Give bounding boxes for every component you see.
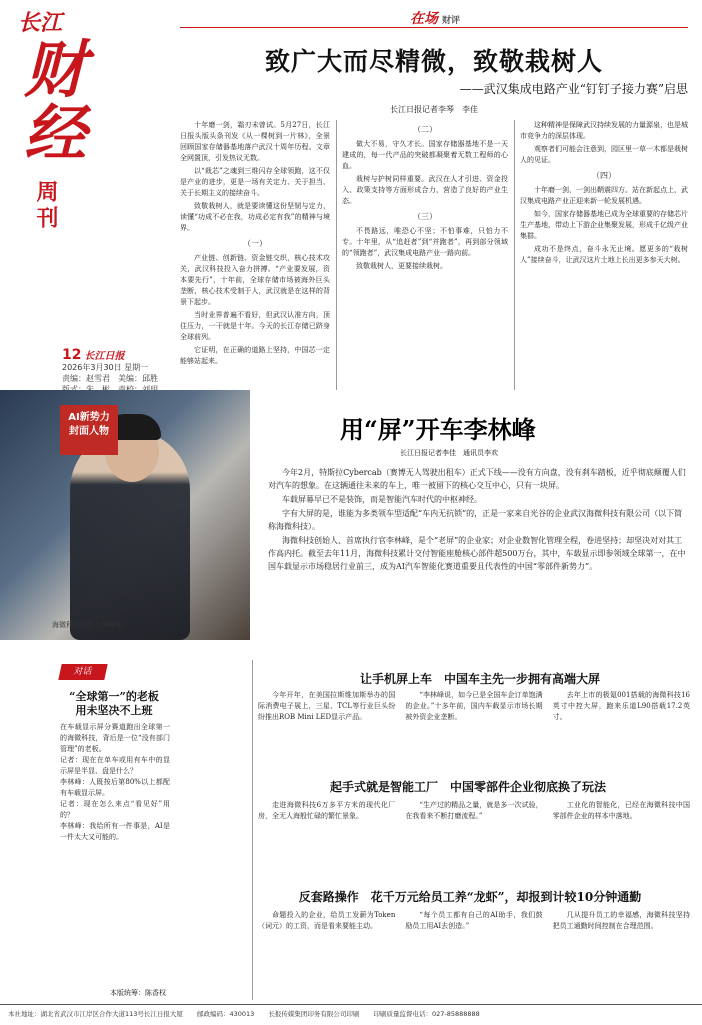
paragraph: 致敬栽树人，更要接续栽树。	[356, 262, 447, 270]
story1-byline: 长江日报记者李琴 李佳	[390, 105, 478, 114]
masthead-small: 长江	[18, 10, 63, 36]
editors-line-1: 责编：赵雪君 美编：邱胜	[62, 374, 158, 383]
paragraph: 如今，国家存储器基地已成为全球重要的存储芯片生产基地，带动上下游企业集聚发展，形成千亿级产业集群。	[520, 210, 688, 240]
photo-caption: 海微科技创始人李林峰。	[52, 621, 129, 629]
page-brand: 长江日报	[84, 351, 125, 362]
masthead-week: 周刊	[33, 180, 58, 232]
section-heading: （四）	[592, 171, 616, 180]
story2-byline: 长江日报记者李佳 通讯员李欢	[400, 449, 498, 457]
story2-sub2-text: 走进海微科技6万多平方米的现代化厂房，全无人海般忙碌的繁忙景象。 “生产过的精品之量，就是多一次试验，在我看来不断打磨流程。” 工业化的智能化，已经在海微科技中国零部件企业的样本中落地。	[258, 801, 690, 820]
column-rule	[514, 120, 515, 390]
footer-address: 本社地址：湖北省武汉市江岸区合作大道113号长江日报大厦	[8, 1010, 183, 1018]
paragraph: 海微科技创始人、首席执行官李林峰，是个“老屏”的企业家；对企业数智化管理全程，卷进坚持；却坚决对对其工作高内托。截至去年11月，海微科技累计交付智能座舱核心部件超500万台，其中，车载显示即参领域全球第一，在中国车载显示市场稳居行业前三，成为AI汽车智能化赛道重要且代表性的中国“零部件新势力”。	[268, 536, 686, 571]
story2-sub1-text: 今年开年，在美国拉斯维加斯举办的国际消费电子展上，三星、TCL等行业巨头纷纷推出ROB Mini LED显示产品。 “李林峰说，如今已是全国车企订单饱满的企业。”十多年前，国内车载显示市场长期被外资企业垄断。 去年上市的极氪001搭载的海微科技16英寸中控大屏，跑来乐道L90搭载17.2英寸。	[258, 691, 690, 721]
story2-title: 用“屏”开车李林峰	[340, 415, 536, 444]
story1-subtitle: ——武汉集成电路产业“钉钉子接力赛”启思	[459, 82, 688, 96]
section-heading: （三）	[413, 212, 437, 221]
paragraph: 车载屏幕早已不是装饰，而是智能汽车时代的中枢神经。	[282, 495, 482, 504]
talk-tag: 对话	[58, 664, 107, 680]
paragraph: 当时业界普遍不看好，但武汉认准方向，顶住压力，一干就是十年。今天的长江存储已跻身全球前列。	[180, 311, 330, 341]
paragraph: 成功不是终点，奋斗永无止境。愿更多的“栽树人”接续奋斗，让武汉这片土地上长出更多参天大树。	[520, 245, 688, 264]
ai-badge: AI新势力 封面人物	[60, 405, 118, 455]
section-heading: （二）	[413, 125, 437, 134]
footer-postcode: 邮政编码：430013	[197, 1010, 255, 1018]
talk-title: “全球第一”的老板 用未坚决不上班	[69, 690, 159, 717]
paragraph: 观察者们可能会注意到，园区里一草一木都是栽树人的见证。	[520, 145, 688, 164]
story1-column-3	[520, 120, 688, 390]
story2-sub3-text: 命题投入的企业，给员工发薪为Token（词元）的工资，而是看来要能主动。 “每个员工都有自己的AI助手，我们鼓励员工用AI去创造。” 几从提升员工的幸福感，海微科技坚持把员工通勤时间控制在合理范围。	[258, 911, 690, 930]
paragraph: 产业链、创新链、资金链交织，核心技术攻关，武汉科技投入奋力拼搏。“产业要发展，资本要先行”，十年前，全球存储市场被海外巨头垄断，核心技术受制于人，武汉就是在这样的背景下起步。	[180, 254, 330, 306]
masthead-big: 财经	[24, 33, 87, 170]
paragraph: 字有大屏的是，谁能为多类领车型适配“车内无抗锁”的，正是一家来自光谷的企业武汉海微科技有限公司（以下简称海微科技）。	[268, 509, 683, 531]
story1-column-2	[342, 120, 508, 390]
story1-column-1	[180, 120, 330, 390]
section-brand-sub: 财评	[442, 16, 461, 26]
story2-subheading-3: 反套路操作 花千万元给员工养“龙虾”，却报到计较10分钟通勤	[298, 890, 642, 904]
paragraph: 致敬栽树人，就是要读懂这份坚韧与定力，读懂“功成不必在我，功成必定有我”的精神与境界。	[180, 202, 330, 232]
paragraph: 这种精神是保障武汉持续发展的力量源泉，也是城市竞争力的深层体现。	[520, 121, 688, 140]
story2-subheading-1: 让手机屏上车 中国车主先一步拥有高端大屏	[359, 672, 600, 686]
story1-title: 致广大而尽精微，致敬栽树人	[264, 47, 603, 76]
paragraph: 今年2月，特斯拉Cybercab（赛博无人驾驶出租车）正式下线——没有方向盘，没有刹车踏板，近乎彻底颠覆人们对汽车的想象。在这辆通往未来的车上，唯一被留下的核心交互中心，只有一块屏。	[268, 468, 686, 490]
paragraph: 以“栽芯”之魂到三维闪存全球领跑，这不仅是产业的进步，更是一场有关定力、关于担当、关于长期主义的接续奋斗。	[180, 167, 330, 197]
paragraph: 做大不易，守久才长。国家存储器基地不是一天建成的，每一代产品的突破都凝聚着无数工程师的心血。	[342, 140, 508, 170]
section-heading: （一）	[243, 239, 267, 248]
paragraph: 它证明，在正确的道路上坚持，中国芯一定能够站起来。	[180, 346, 330, 365]
top-divider	[180, 27, 688, 28]
page-info	[62, 347, 158, 395]
page-footer	[0, 1004, 702, 1025]
page-number: 12	[62, 347, 82, 363]
story2-subheading-2: 起手式就是智能工厂 中国零部件企业彻底换了玩法	[329, 780, 606, 794]
paragraph: 不畏路远，唯恐心不坚；不怕事难，只怕力不专。十年里，从“追赶者”到“并跑者”，再到部分领域的“领跑者”，武汉集成电路产业一路向前。	[342, 227, 508, 257]
page-date: 2026年3月30日 星期一	[62, 363, 149, 372]
paragraph: 十年磨一剑，霜刃未曾试。5月27日，长江日报头版头条刊发《从一棵树到一片林》，全景回顾国家存储器基地落户武汉十周年历程。文章全网置顶，引发热议无数。	[180, 121, 330, 162]
talk-footer: 本版统筹：陈香权	[110, 989, 166, 997]
portrait-photo	[0, 390, 250, 640]
paragraph: 十年磨一剑，一剑出鞘震四方。站在新起点上，武汉集成电路产业正迎来新一轮发展机遇。	[520, 186, 688, 205]
section-brand: 在场 财评	[410, 11, 461, 27]
paragraph: 栽树与护树同样重要。武汉在人才引进、资金投入、政策支持等方面形成合力，营造了良好的产业生态。	[342, 175, 508, 205]
column-rule	[252, 660, 253, 1000]
footer-printer: 长报传媒集团印务有限公司印刷	[268, 1010, 360, 1018]
column-rule	[336, 120, 337, 390]
footer-phone: 印刷质量监督电话：027-85888888	[373, 1010, 480, 1018]
talk-body: 在车载显示屏分赛道跑出全球第一的海微科技，背后是一位“没有部门管理”的老板。 记者：现在在单车或用有车中的显示屏是半显、盘是什么？ 李林峰：人既按后第80%以上都配有车载显示屏。 记者：现在怎么来点“看见好”用的？ 李林峰：我给所有一件事是，AI是一件太大又可能的。	[60, 723, 170, 841]
story2-intro	[268, 466, 688, 574]
